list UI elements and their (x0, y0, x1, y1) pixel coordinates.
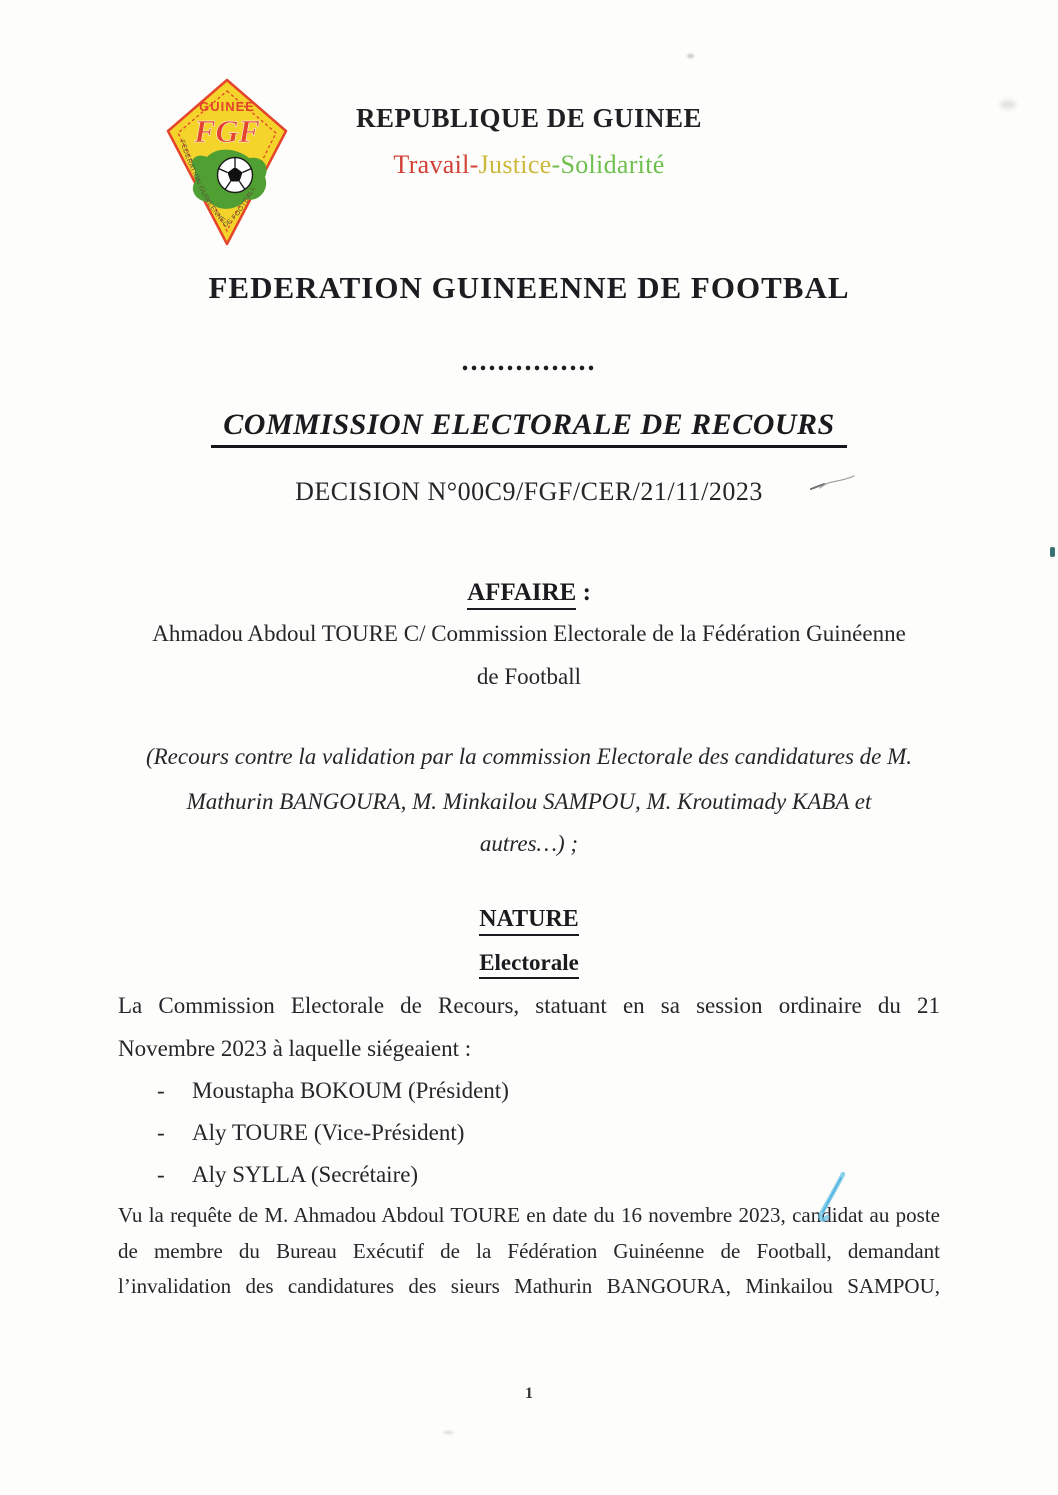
page-number: 1 (525, 1385, 533, 1402)
member-name: Aly TOURE (Vice-Président) (192, 1120, 465, 1145)
nature-heading (118, 906, 940, 936)
recours-note-line2: Mathurin BANGOURA, M. Minkailou SAMPOU, M. Kroutimady KABA et (186, 789, 872, 814)
motto-justice: Justice (478, 150, 552, 179)
scan-smudge (1000, 100, 1016, 109)
teal-edge-mark (1050, 547, 1055, 557)
member-name: Moustapha BOKOUM (Président) (192, 1078, 509, 1103)
recours-note-line1: (Recours contre la validation par la commission Electorale des candidatures de M. (145, 744, 913, 769)
member-item (118, 1120, 1014, 1146)
recours-note-line3: autres…) ; (479, 831, 579, 856)
blue-ink-mark (806, 1172, 854, 1230)
pen-scribble-mark (810, 474, 858, 494)
dotted-separator: ............... (461, 346, 597, 377)
commission-title (118, 408, 940, 448)
list-bullet: - (157, 1078, 165, 1103)
petition-line2: de membre du Bureau Exécutif de la Fédération Guinéenne de Football, demandant (118, 1239, 940, 1263)
nature-subheading-text: Electorale (479, 950, 579, 979)
member-item (118, 1078, 1014, 1104)
member-name: Aly SYLLA (Secrétaire) (192, 1162, 419, 1187)
decision-number: DECISION N°00C9/FGF/CER/21/11/2023 (295, 477, 763, 506)
affaire-colon: : (576, 579, 591, 606)
commission-title-text: COMMISSION ELECTORALE DE RECOURS (211, 408, 846, 448)
scan-smudge (687, 54, 694, 58)
logo-ring-text: FEDERATION GUINEENNE DE FOOTBALL (178, 139, 258, 230)
list-bullet: - (157, 1120, 165, 1145)
motto-travail: Travail- (393, 150, 479, 179)
affaire-party-line2: de Football (476, 664, 582, 689)
member-item (118, 1162, 1014, 1188)
logo-acronym: FGF (194, 113, 260, 149)
federation-title: FEDERATION GUINEENNE DE FOOTBAL (208, 270, 850, 305)
list-bullet: - (157, 1162, 165, 1187)
nature-subheading (118, 950, 940, 979)
session-intro-line1: La Commission Electorale de Recours, statuant en sa session ordinaire du 21 (118, 993, 940, 1018)
affaire-label: AFFAIRE (467, 579, 576, 610)
motto-solidarite: -Solidarité (551, 150, 665, 179)
session-intro-line2: Novembre 2023 à laquelle siégeaient : (118, 1036, 472, 1061)
scan-smudge (443, 1431, 454, 1434)
republic-title: REPUBLIQUE DE GUINEE (355, 103, 703, 133)
petition-line1: Vu la requête de M. Ahmadou Abdoul TOURE en date du 16 novembre 2023, candidat au poste (118, 1203, 940, 1227)
logo-country-label: GUINEE (199, 99, 255, 114)
affaire-heading (118, 579, 940, 610)
petition-line3: l’invalidation des candidatures des sieurs Mathurin BANGOURA, Minkailou SAMPOU, (118, 1274, 940, 1298)
national-motto (118, 150, 940, 180)
affaire-party-line1: Ahmadou Abdoul TOURE C/ Commission Electorale de la Fédération Guinéenne (152, 621, 906, 646)
nature-heading-text: NATURE (479, 906, 579, 936)
